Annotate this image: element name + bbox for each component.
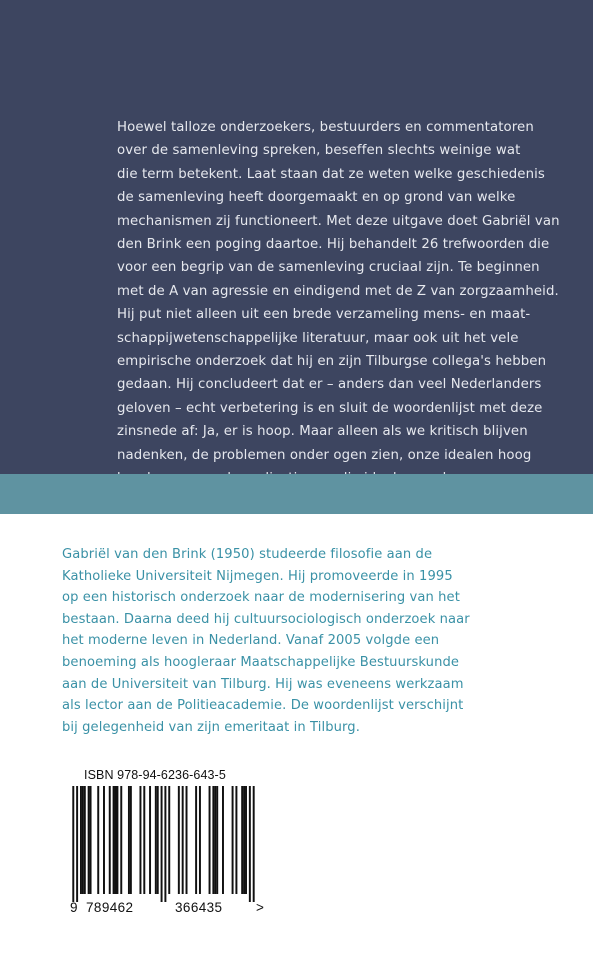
bio-line: het moderne leven in Nederland. Vanaf 2005 volgde een xyxy=(62,633,440,649)
barcode-bar xyxy=(130,786,132,894)
barcode-bar xyxy=(149,786,151,894)
barcode-bar xyxy=(199,786,201,894)
synopsis-line: gedaan. Hij concludeert dat er – anders dan veel Nederlanders xyxy=(117,377,542,393)
barcode-bar xyxy=(161,786,163,902)
barcode-chevron: > xyxy=(256,900,264,915)
barcode-bar xyxy=(155,786,157,894)
barcode-bar xyxy=(88,786,90,894)
barcode-bar xyxy=(249,786,251,902)
synopsis-line: Hoewel talloze onderzoekers, bestuurders en commentatoren xyxy=(117,120,534,135)
bio-line: benoeming als hoogleraar Maatschappelijke Bestuurskunde xyxy=(62,654,460,670)
synopsis-line: die term betekent. Laat staan dat ze weten welke geschiedenis xyxy=(117,166,545,182)
barcode-digits xyxy=(70,900,264,918)
barcode-bar xyxy=(120,786,122,894)
isbn-label: ISBN 978-94-6236-643-5 xyxy=(84,768,226,782)
barcode-bar xyxy=(109,786,111,894)
barcode-bar xyxy=(116,786,118,894)
synopsis-line: mechanismen zij functioneert. Met deze uitgave doet Gabriël van xyxy=(117,213,560,229)
barcode-bar xyxy=(186,786,188,894)
barcode-bar xyxy=(128,786,130,894)
barcode-bar xyxy=(209,786,211,894)
divider-band xyxy=(0,474,593,514)
author-bio xyxy=(62,544,582,738)
synopsis-line: schappijwetenschappelijke literatuur, maar ook uit het vele xyxy=(117,330,519,346)
synopsis-text xyxy=(117,116,579,491)
barcode-digits-right: 366435 xyxy=(175,900,223,915)
barcode-bar xyxy=(84,786,86,894)
barcode-bar xyxy=(195,786,197,894)
barcode-bar xyxy=(80,786,82,894)
bio-line: aan de Universiteit van Tilburg. Hij was eveneens werkzaam xyxy=(62,676,464,692)
barcode-bar xyxy=(164,786,166,902)
barcode-bar xyxy=(245,786,247,894)
barcode-bar xyxy=(222,786,224,894)
bio-line: bestaan. Daarna deed hij cultuursociologisch onderzoek naar xyxy=(62,611,470,627)
barcode-digit-first: 9 xyxy=(70,900,78,915)
barcode-bar xyxy=(168,786,170,894)
barcode-bar xyxy=(241,786,243,894)
synopsis-line: den Brink een poging daartoe. Hij behandelt 26 trefwoorden die xyxy=(117,237,550,253)
synopsis-line: de samenleving heeft doorgemaakt en op grond van welke xyxy=(117,190,516,206)
barcode-bar xyxy=(82,786,84,894)
barcode-bar xyxy=(103,786,105,894)
barcode-bar xyxy=(157,786,159,894)
bio-line: Gabriël van den Brink (1950) studeerde filosofie aan de xyxy=(62,547,433,562)
barcode-bar xyxy=(216,786,218,894)
synopsis-line: voor een begrip van de samenleving cruciaal zijn. Te beginnen xyxy=(117,260,540,276)
synopsis-line: nadenken, de problemen onder ogen zien, onze idealen hoog xyxy=(117,447,532,463)
synopsis-line: geloven – echt verbetering is en sluit de woordenlijst met deze xyxy=(117,400,543,416)
barcode-bars xyxy=(70,786,260,902)
synopsis-line: met de A van agressie en eindigend met de Z van zorgzaamheid. xyxy=(117,283,559,299)
barcode-bar xyxy=(253,786,255,902)
barcode-bar xyxy=(72,786,74,902)
synopsis-line: over de samenleving spreken, beseffen slechts weinige wat xyxy=(117,143,521,159)
barcode-bar xyxy=(143,786,145,894)
barcode-bar xyxy=(212,786,214,894)
barcode-bar xyxy=(232,786,234,894)
barcode-bar xyxy=(214,786,216,894)
bio-line: Katholieke Universiteit Nijmegen. Hij promoveerde in 1995 xyxy=(62,568,453,584)
barcode-bar xyxy=(97,786,99,894)
barcode-bar xyxy=(76,786,78,902)
barcode xyxy=(70,786,260,916)
barcode-bar xyxy=(178,786,180,894)
barcode-bar xyxy=(90,786,92,894)
barcode-bar xyxy=(139,786,141,894)
bio-line: op een historisch onderzoek naar de modernisering van het xyxy=(62,590,460,606)
synopsis-line: empirische onderzoek dat hij en zijn Tilburgse collega's hebben xyxy=(117,354,547,370)
barcode-bar xyxy=(113,786,115,894)
synopsis-line: Hij put niet alleen uit een brede verzameling mens- en maat- xyxy=(117,307,531,323)
barcode-bar xyxy=(243,786,245,894)
bio-line: als lector aan de Politieacademie. De woordenlijst verschijnt xyxy=(62,698,464,714)
barcode-digits-left: 789462 xyxy=(86,900,134,915)
barcode-bar xyxy=(115,786,117,894)
barcode-bar xyxy=(235,786,237,894)
synopsis-line: zinsnede af: Ja, er is hoop. Maar alleen als we kritisch blijven xyxy=(117,424,528,440)
bio-line: bij gelegenheid van zijn emeritaat in Tilburg. xyxy=(62,719,360,735)
barcode-bar xyxy=(182,786,184,894)
